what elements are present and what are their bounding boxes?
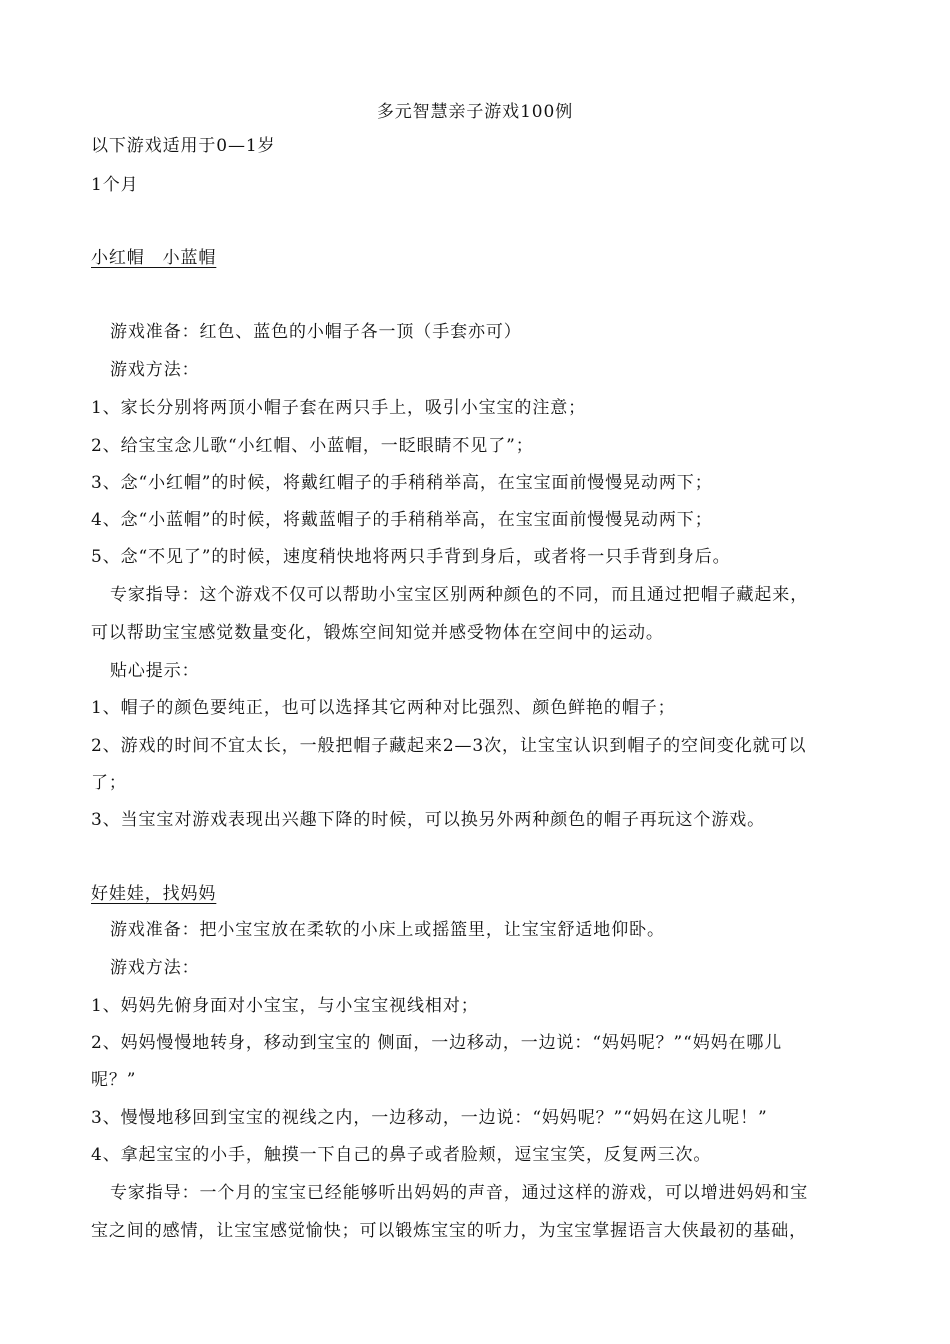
month-heading: 1个月 bbox=[91, 175, 139, 195]
game1-method-label: 游戏方法： bbox=[110, 360, 200, 380]
game1-title: 小红帽 小蓝帽 bbox=[91, 248, 217, 268]
game1-tip: 1、帽子的颜色要纯正，也可以选择其它两种对比强烈、颜色鲜艳的帽子； bbox=[91, 698, 676, 718]
game1-tip-cont: 了； bbox=[91, 773, 127, 793]
game1-step: 3、念“小红帽”的时候，将戴红帽子的手稍稍举高，在宝宝面前慢慢晃动两下； bbox=[91, 473, 713, 493]
game2-step-cont: 呢？” bbox=[91, 1070, 137, 1090]
game1-expert-guidance: 专家指导：这个游戏不仅可以帮助小宝宝区别两种颜色的不同，而且通过把帽子藏起来， bbox=[110, 585, 809, 605]
game2-step: 2、妈妈慢慢地转身，移动到宝宝的 侧面，一边移动，一边说：“妈妈呢？”“妈妈在哪儿 bbox=[91, 1033, 783, 1053]
game2-step: 4、拿起宝宝的小手，触摸一下自己的鼻子或者脸颊，逗宝宝笑，反复两三次。 bbox=[91, 1145, 712, 1165]
game2-title: 好娃娃，找妈妈 bbox=[91, 884, 217, 904]
game2-step: 3、慢慢地移回到宝宝的视线之内，一边移动，一边说：“妈妈呢？”“妈妈在这儿呢！” bbox=[91, 1108, 768, 1128]
game1-step: 5、念“不见了”的时候，速度稍快地将两只手背到身后，或者将一只手背到身后。 bbox=[91, 547, 731, 567]
game2-method-label: 游戏方法： bbox=[110, 958, 200, 978]
game2-expert-guidance: 专家指导：一个月的宝宝已经能够听出妈妈的声音，通过这样的游戏，可以增进妈妈和宝 bbox=[110, 1183, 809, 1203]
game1-tips-label: 贴心提示： bbox=[110, 661, 200, 681]
game2-step: 1、妈妈先俯身面对小宝宝，与小宝宝视线相对； bbox=[91, 996, 479, 1016]
game1-step: 2、给宝宝念儿歌“小红帽、小蓝帽，一眨眼睛不见了”； bbox=[91, 436, 534, 456]
game1-preparation: 游戏准备：红色、蓝色的小帽子各一顶（手套亦可） bbox=[110, 322, 522, 342]
game1-step: 4、念“小蓝帽”的时候，将戴蓝帽子的手稍稍举高，在宝宝面前慢慢晃动两下； bbox=[91, 510, 713, 530]
document-title: 多元智慧亲子游戏100例 bbox=[376, 102, 574, 122]
game1-tip: 3、当宝宝对游戏表现出兴趣下降的时候，可以换另外两种颜色的帽子再玩这个游戏。 bbox=[91, 810, 766, 830]
game1-step: 1、家长分别将两顶小帽子套在两只手上，吸引小宝宝的注意； bbox=[91, 398, 587, 418]
age-range-line: 以下游戏适用于0—1岁 bbox=[91, 136, 276, 156]
game2-expert-guidance-cont: 宝之间的感情，让宝宝感觉愉快；可以锻炼宝宝的听力，为宝宝掌握语言大侠最初的基础， bbox=[91, 1221, 807, 1241]
game1-tip: 2、游戏的时间不宜太长，一般把帽子藏起来2—3次，让宝宝认识到帽子的空间变化就可以 bbox=[91, 736, 807, 756]
game2-preparation: 游戏准备：把小宝宝放在柔软的小床上或摇篮里，让宝宝舒适地仰卧。 bbox=[110, 920, 665, 940]
game1-expert-guidance-cont: 可以帮助宝宝感觉数量变化，锻炼空间知觉并感受物体在空间中的运动。 bbox=[91, 623, 664, 643]
